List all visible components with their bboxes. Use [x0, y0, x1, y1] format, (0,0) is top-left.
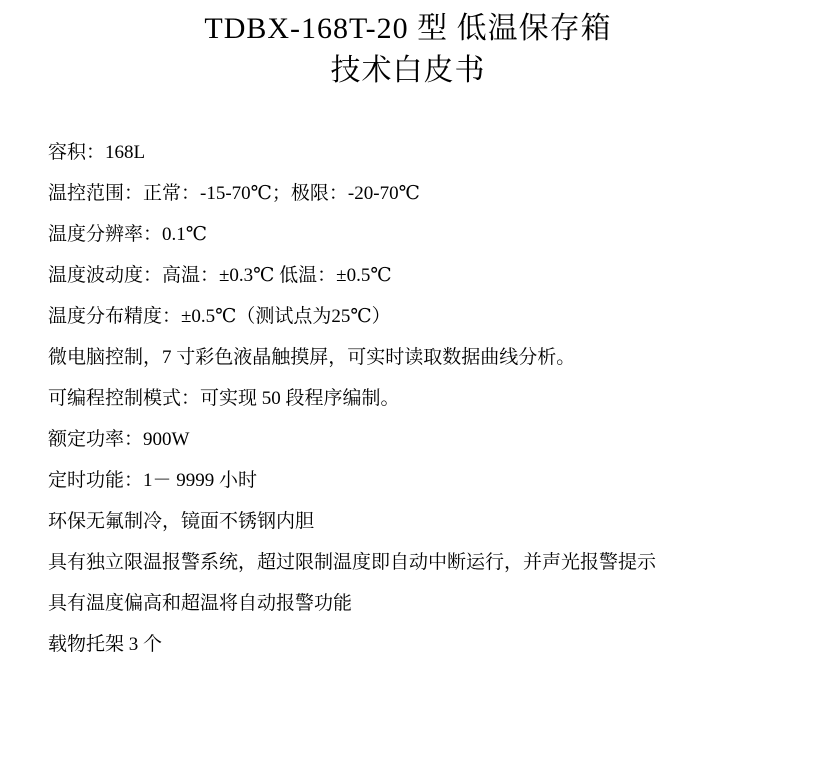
spec-item-temperature-range: 温控范围：正常：-15-70℃；极限：-20-70℃: [48, 183, 420, 204]
spec-item-limit-alarm-system: 具有独立限温报警系统，超过限制温度即自动中断运行，并声光报警提示: [48, 552, 657, 573]
title-line-2: 技术白皮书: [330, 54, 486, 87]
spec-item-over-temperature-alarm: 具有温度偏高和超温将自动报警功能: [48, 593, 353, 614]
spec-item-temperature-resolution: 温度分辨率：0.1℃: [48, 224, 208, 245]
spec-item-volume: 容积：168L: [48, 142, 146, 163]
specification-list: [0, 132, 816, 665]
spec-item-programmable-mode: 可编程控制模式：可实现 50 段程序编制。: [48, 388, 400, 409]
spec-item-rated-power: 额定功率：900W: [48, 429, 190, 450]
title-line-1: TDBX-168T-20 型 低温保存箱: [204, 12, 612, 45]
spec-item-refrigeration: 环保无氟制冷，镜面不锈钢内胆: [48, 511, 315, 532]
spec-item-shelf-count: 载物托架 3 个: [48, 634, 163, 655]
spec-item-timer-function: 定时功能：1－ 9999 小时: [48, 470, 258, 491]
document-title: [0, 0, 816, 92]
spec-item-temperature-fluctuation: 温度波动度：高温：±0.3℃ 低温：±0.5℃: [48, 265, 392, 286]
spec-item-microcomputer-control: 微电脑控制，7 寸彩色液晶触摸屏，可实时读取数据曲线分析。: [48, 347, 576, 368]
spec-item-temperature-uniformity: 温度分布精度：±0.5℃（测试点为25℃）: [48, 306, 391, 327]
